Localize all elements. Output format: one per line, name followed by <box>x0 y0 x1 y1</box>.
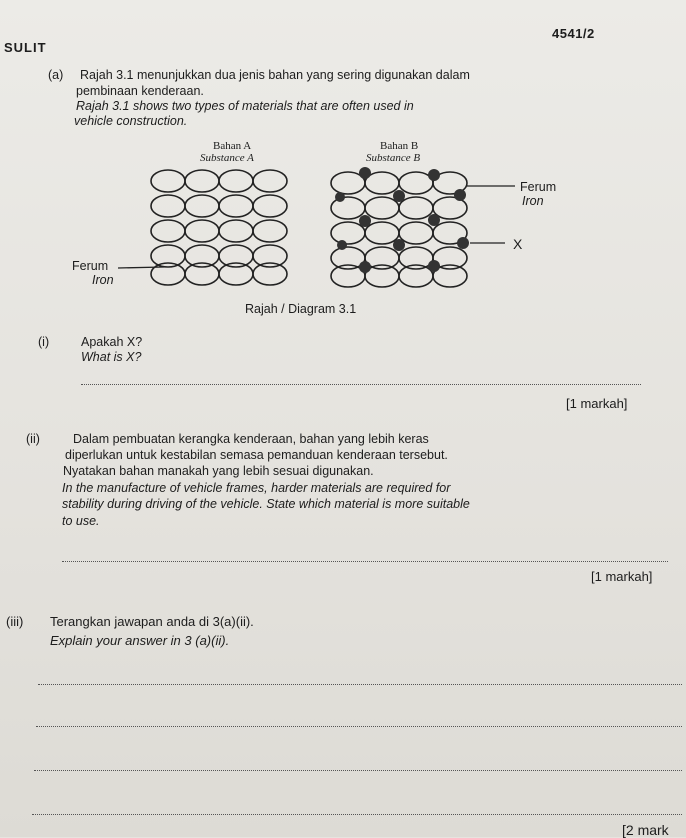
question-number: (a) <box>48 68 64 82</box>
answer-line-ii[interactable] <box>62 561 668 562</box>
iron-atoms-a <box>151 170 287 285</box>
answer-line-iii-3[interactable] <box>34 770 682 771</box>
substance-a-title-ms: Bahan A <box>213 140 252 152</box>
substance-a-diagram <box>150 165 296 287</box>
part-ii-number: (ii) <box>26 432 40 446</box>
part-i-ms: Apakah X? <box>81 335 143 349</box>
answer-line-i[interactable] <box>81 384 641 385</box>
part-ii-ms-line-1: Dalam pembuatan kerangka kenderaan, bahan yang lebih keras <box>73 432 429 446</box>
header-paper-code: 4541/2 <box>552 26 595 41</box>
part-ii-en-line-1: In the manufacture of vehicle frames, harder materials are required for <box>62 481 451 495</box>
substance-a-title-en: Substance A <box>200 152 254 164</box>
iron-label-b-ms: Ferum <box>520 180 557 194</box>
part-iii-ms: Terangkan jawapan anda di 3(a)(ii). <box>50 614 254 629</box>
intro-en-line-1: Rajah 3.1 shows two types of materials that are often used in <box>76 99 414 113</box>
part-ii-marks: [1 markah] <box>591 569 653 584</box>
part-iii-number: (iii) <box>6 614 24 629</box>
diagram-caption: Rajah / Diagram 3.1 <box>245 302 357 316</box>
x-label: X <box>513 236 523 252</box>
part-i-marks: [1 markah] <box>566 396 628 411</box>
answer-line-iii-4[interactable] <box>32 814 682 815</box>
part-ii-ms-line-2: diperlukan untuk kestabilan semasa pemanduan kenderaan tersebut. <box>65 448 448 462</box>
iron-pointer-line-a <box>116 264 166 272</box>
part-iii-en: Explain your answer in 3 (a)(ii). <box>50 633 230 648</box>
substance-b-title-en: Substance B <box>366 152 421 164</box>
intro-ms-line-2: pembinaan kenderaan. <box>76 84 204 98</box>
header-sulit: SULIT <box>4 40 47 55</box>
part-i-number: (i) <box>38 335 50 349</box>
intro-ms-line-1: Rajah 3.1 menunjukkan dua jenis bahan yang sering digunakan dalam <box>80 68 470 82</box>
iron-label-b-en: Iron <box>522 194 544 208</box>
part-ii-en-line-3: to use. <box>62 514 100 528</box>
answer-line-iii-1[interactable] <box>38 684 682 685</box>
iron-atoms-b <box>331 172 467 287</box>
part-ii-en-line-2: stability during driving of the vehicle. State which material is more suitable <box>62 497 470 511</box>
intro-en-line-2: vehicle construction. <box>74 114 188 128</box>
answer-line-iii-2[interactable] <box>36 726 682 727</box>
substance-b-title-ms: Bahan B <box>380 140 419 152</box>
part-i-en: What is X? <box>81 350 142 364</box>
part-iii-marks: [2 mark <box>622 822 669 838</box>
iron-label-a-ms: Ferum <box>72 259 109 273</box>
part-ii-ms-line-3: Nyatakan bahan manakah yang lebih sesuai digunakan. <box>63 464 374 478</box>
x-atoms <box>335 167 469 273</box>
iron-label-a-en: Iron <box>92 273 114 287</box>
